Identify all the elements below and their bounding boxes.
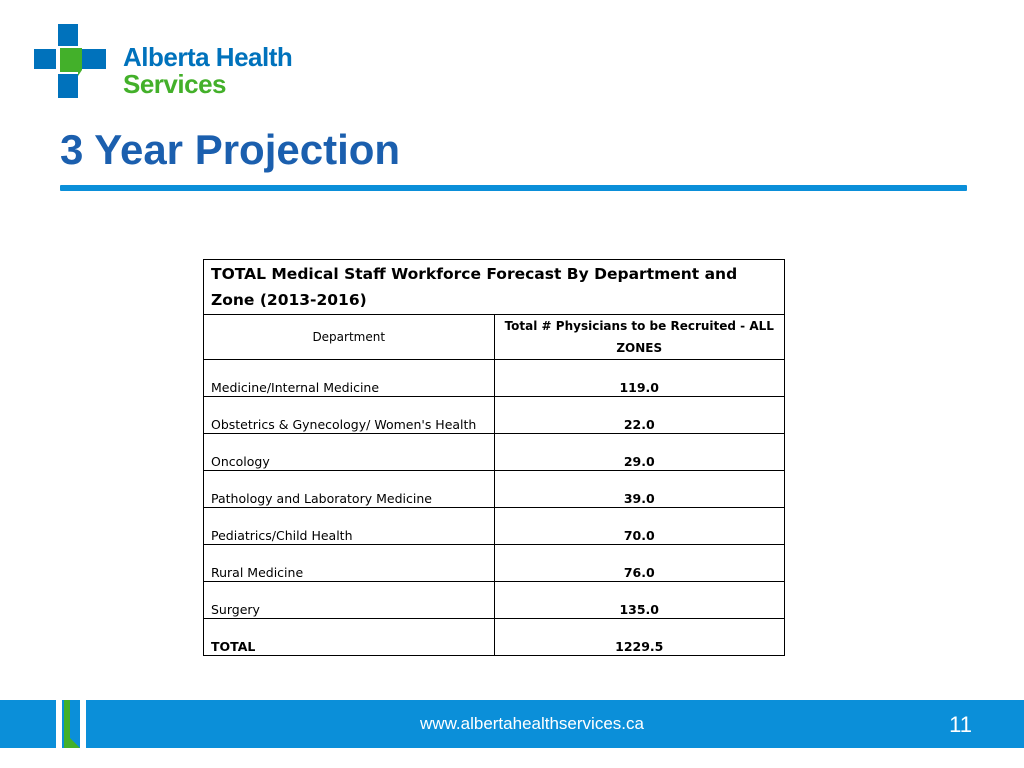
table-caption: TOTAL Medical Staff Workforce Forecast By Department and Zone (2013-2016) [204, 260, 785, 315]
table-row [204, 471, 785, 508]
ahs-logo-text [123, 44, 292, 98]
row-department: Rural Medicine [204, 545, 495, 582]
page-number: 11 [949, 712, 972, 737]
header-department: Department [204, 315, 495, 360]
logo-line-1: Alberta Health [123, 42, 293, 72]
table-row [204, 397, 785, 434]
total-label: TOTAL [204, 619, 495, 656]
row-department: Pediatrics/Child Health [204, 508, 495, 545]
row-department: Pathology and Laboratory Medicine [204, 471, 495, 508]
table-header-row [204, 315, 785, 360]
row-department: Obstetrics & Gynecology/ Women's Health [204, 397, 495, 434]
row-value: 22.0 [494, 397, 785, 434]
logo-line-2: Services [123, 69, 226, 99]
row-value: 135.0 [494, 582, 785, 619]
footer-website-link[interactable]: www.albertahealthservices.ca [420, 714, 644, 733]
title-divider [60, 185, 967, 191]
row-value: 119.0 [494, 360, 785, 397]
table-row [204, 434, 785, 471]
ahs-logo [34, 24, 294, 102]
row-department: Medicine/Internal Medicine [204, 360, 495, 397]
table-row [204, 360, 785, 397]
row-value: 39.0 [494, 471, 785, 508]
row-value: 70.0 [494, 508, 785, 545]
header-total-physicians: Total # Physicians to be Recruited - ALL ZONES [494, 315, 785, 360]
table-total-row [204, 619, 785, 656]
table-row [204, 545, 785, 582]
row-value: 76.0 [494, 545, 785, 582]
table-row [204, 582, 785, 619]
workforce-forecast-table [203, 259, 785, 656]
row-value: 29.0 [494, 434, 785, 471]
page-title: 3 Year Projection [60, 126, 401, 173]
table-row [204, 508, 785, 545]
row-department: Surgery [204, 582, 495, 619]
total-value: 1229.5 [494, 619, 785, 656]
ahs-logo-mark-icon [34, 24, 108, 98]
row-department: Oncology [204, 434, 495, 471]
